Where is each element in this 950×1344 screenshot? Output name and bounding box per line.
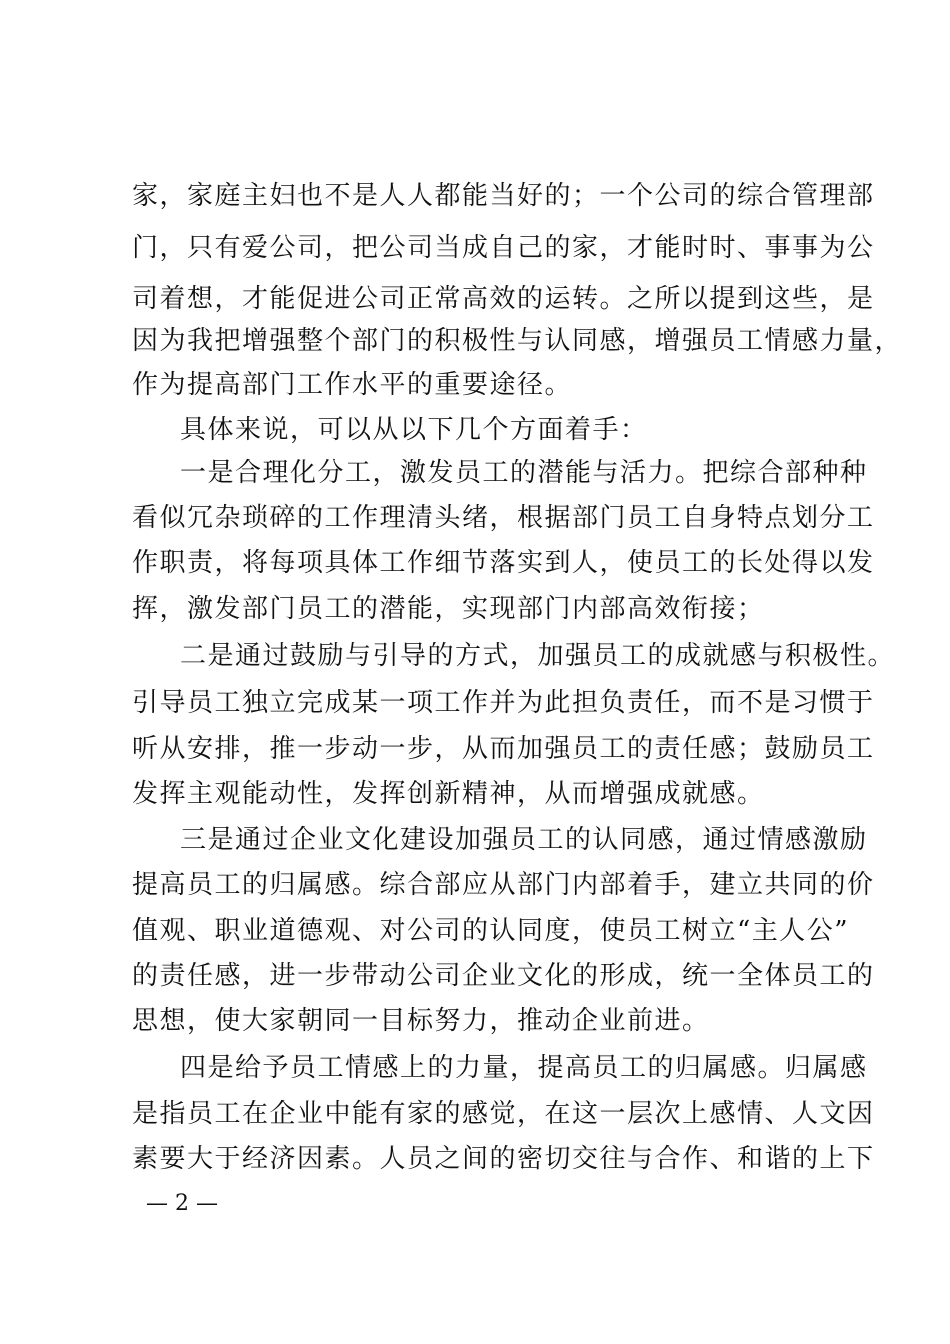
text-line-2: 门，只有爱公司，把公司当成自己的家，才能时时、事事为公 [132, 233, 875, 263]
text-line-10: 挥，激发部门员工的潜能，实现部门内部高效衔接； [132, 594, 765, 624]
text-line-9: 作职责，将每项具体工作细节落实到人，使员工的长处得以发 [132, 548, 875, 578]
text-line-6: 具体来说，可以从以下几个方面着手： [180, 415, 648, 445]
text-line-7: 一是合理化分工，激发员工的潜能与活力。把综合部种种 [180, 458, 868, 488]
text-line-8: 看似冗杂琐碎的工作理清头绪，根据部门员工自身特点划分工 [132, 503, 875, 533]
text-line-18: 的责任感，进一步带动公司企业文化的形成，统一全体员工的 [132, 961, 875, 991]
text-line-4: 因为我把增强整个部门的积极性与认同感，增强员工情感力量， [132, 326, 903, 356]
text-line-14: 发挥主观能动性，发挥创新精神，从而增强成就感。 [132, 779, 765, 809]
text-line-20: 四是给予员工情感上的力量，提高员工的归属感。归属感 [180, 1053, 868, 1083]
text-line-3: 司着想，才能促进公司正常高效的运转。之所以提到这些，是 [132, 284, 875, 314]
text-line-12: 引导员工独立完成某一项工作并为此担负责任，而不是习惯于 [132, 688, 875, 718]
text-line-1: 家，家庭主妇也不是人人都能当好的；一个公司的综合管理部 [132, 181, 875, 211]
page-number: — 2 — [146, 1191, 218, 1216]
text-line-13: 听从安排，推一步动一步，从而加强员工的责任感；鼓励员工 [132, 734, 875, 764]
text-line-21: 是指员工在企业中能有家的感觉，在这一层次上感情、人文因 [132, 1099, 875, 1129]
text-line-22: 素要大于经济因素。人员之间的密切交往与合作、和谐的上下 [132, 1144, 875, 1174]
text-line-17: 值观、职业道德观、对公司的认同度，使员工树立“主人公” [132, 916, 850, 946]
text-line-5: 作为提高部门工作水平的重要途径。 [132, 370, 573, 400]
text-line-11: 二是通过鼓励与引导的方式，加强员工的成就感与积极性。 [180, 641, 896, 671]
text-line-16: 提高员工的归属感。综合部应从部门内部着手，建立共同的价 [132, 870, 875, 900]
text-line-19: 思想，使大家朝同一目标努力，推动企业前进。 [132, 1006, 710, 1036]
text-line-15: 三是通过企业文化建设加强员工的认同感，通过情感激励 [180, 825, 868, 855]
